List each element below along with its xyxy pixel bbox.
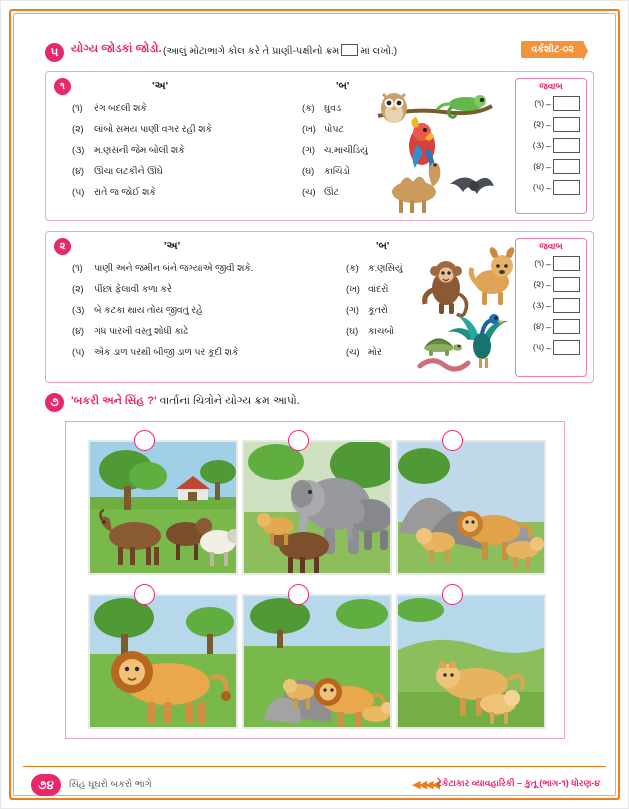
item-label: (ચ) xyxy=(302,187,316,197)
answer-row xyxy=(516,114,586,135)
list-item xyxy=(346,279,403,300)
answer-row-label: (૫) xyxy=(532,342,545,352)
answer-row-label: (૩) xyxy=(532,140,545,150)
dash: – xyxy=(546,161,551,172)
story-cell-3[interactable] xyxy=(396,440,546,575)
answer-row xyxy=(516,177,586,198)
worksheet-tag: વર્કશીટ-૦૨ xyxy=(521,41,584,58)
item-text: કૂતરો xyxy=(368,305,388,315)
item-label: (૩) xyxy=(72,305,85,315)
list-item xyxy=(346,321,403,342)
item-label: (૩) xyxy=(72,145,85,155)
story-cell-1-order-circle[interactable] xyxy=(134,430,155,451)
list-item xyxy=(72,342,253,363)
exercise-1-col-b-head: 'બ' xyxy=(336,80,350,92)
item-label: (ચ) xyxy=(346,347,360,357)
exercise-2-col-a-head: 'અ' xyxy=(164,240,181,252)
answer-input-box[interactable] xyxy=(553,277,580,292)
list-item xyxy=(72,161,212,182)
item-label: (૪) xyxy=(72,166,84,176)
answer-input-box[interactable] xyxy=(553,159,580,174)
item-text: ઘુવડ xyxy=(324,103,341,113)
item-label: (ઘ) xyxy=(346,326,359,336)
item-label: (ખ) xyxy=(346,284,360,294)
exercise-1 xyxy=(45,71,594,221)
question-5-subtitle-post: માં લખો.) xyxy=(360,46,398,57)
animals-illustration-1 xyxy=(374,88,496,213)
answer-row-label: (૨) xyxy=(533,279,545,289)
answer-panel-title: જવાબ xyxy=(539,81,563,91)
exercise-2-col-b-head: 'બ' xyxy=(376,240,390,252)
dash: – xyxy=(546,119,551,130)
answer-input-box[interactable] xyxy=(553,96,580,111)
chevron-left-icon: ◀◀◀◀ xyxy=(412,779,438,791)
answer-row-label: (૧) xyxy=(534,98,545,108)
question-7-title-bold: 'બકરી અને સિંહ ?' xyxy=(71,395,157,407)
story-cell-6[interactable] xyxy=(396,594,546,729)
item-text: વાંદરો xyxy=(368,284,389,294)
question-5-title: યોગ્ય જોડકાં જોડો. xyxy=(71,43,162,55)
scene-lions-on-rocks xyxy=(398,442,546,575)
answer-panel-title: જવાબ xyxy=(539,241,563,251)
dash: – xyxy=(546,98,551,109)
item-text: ક.ણસિયું xyxy=(368,263,403,273)
list-item xyxy=(302,140,368,161)
answer-row-label: (૪) xyxy=(533,321,545,331)
list-item xyxy=(302,182,368,203)
item-label: (ગ) xyxy=(302,145,315,155)
story-cell-1[interactable] xyxy=(88,440,238,575)
item-text: લાંબો સમય પાણી વગર રહી શકે xyxy=(94,124,212,134)
exercise-1-number: ૧ xyxy=(54,78,71,95)
answer-input-box[interactable] xyxy=(553,319,580,334)
answer-input-box[interactable] xyxy=(553,117,580,132)
list-item xyxy=(72,140,212,161)
item-text: મોર xyxy=(368,347,382,357)
animals-illustration-2 xyxy=(416,242,528,372)
list-item xyxy=(302,161,368,182)
item-text: પીંછાં ફેલાવી કળા કરે xyxy=(94,284,172,294)
item-text: ગંધ પારખી વસ્તુ શોધી કાઢે xyxy=(94,326,188,336)
item-label: (ખ) xyxy=(302,124,316,134)
inline-answer-box[interactable] xyxy=(341,44,358,56)
page-number: ૭૪ xyxy=(31,774,61,796)
list-item xyxy=(72,279,253,300)
list-item xyxy=(346,300,403,321)
list-item xyxy=(346,258,403,279)
exercise-2 xyxy=(45,231,594,383)
answer-row-label: (૪) xyxy=(533,161,545,171)
exercise-1-col-a-head: 'અ' xyxy=(152,80,169,92)
dash: – xyxy=(546,300,551,311)
item-text: રાતે જ જોઈ શકે xyxy=(94,187,156,197)
scene-lion-cubs-near-rocks xyxy=(244,596,392,729)
item-label: (ક) xyxy=(346,263,359,273)
answer-input-box[interactable] xyxy=(553,256,580,271)
answer-row xyxy=(516,253,586,274)
answer-input-box[interactable] xyxy=(553,180,580,195)
exercise-2-number: ૨ xyxy=(54,238,71,255)
answer-row-label: (૩) xyxy=(532,300,545,310)
exercise-1-answer-panel xyxy=(515,78,587,214)
page-footer xyxy=(1,756,628,808)
item-text: ઊંચા લટકીને ઊંઘે xyxy=(94,166,163,176)
item-text: પાણી અને જમીન બંને જગ્યાએ જીવી શકે. xyxy=(94,263,254,273)
item-label: (૫) xyxy=(72,347,85,357)
scene-lioness-with-cub-on-hill xyxy=(398,596,546,729)
item-text: પોપટ xyxy=(324,124,344,134)
item-label: (ઘ) xyxy=(302,166,315,176)
list-item xyxy=(302,98,368,119)
item-label: (૧) xyxy=(72,103,83,113)
answer-row xyxy=(516,337,586,358)
list-item xyxy=(302,119,368,140)
answer-row xyxy=(516,156,586,177)
list-item xyxy=(72,98,212,119)
item-label: (૨) xyxy=(72,124,84,134)
story-cell-5[interactable] xyxy=(242,594,392,729)
dash: – xyxy=(546,279,551,290)
answer-row xyxy=(516,295,586,316)
dash: – xyxy=(546,342,551,353)
question-7-title xyxy=(71,395,300,408)
footer-divider xyxy=(23,766,606,767)
item-text: કાચિંડો xyxy=(324,166,350,176)
item-text: કાચબો xyxy=(368,326,395,336)
story-cell-5-order-circle[interactable] xyxy=(288,584,309,605)
answer-input-box[interactable] xyxy=(553,340,580,355)
story-cell-4-order-circle[interactable] xyxy=(134,584,155,605)
item-label: (૧) xyxy=(72,263,83,273)
item-label: (૫) xyxy=(72,187,85,197)
answer-row-label: (૫) xyxy=(532,182,545,192)
exercise-1-col-a-list xyxy=(72,98,212,203)
answer-row xyxy=(516,274,586,295)
question-5-header xyxy=(45,41,584,67)
item-text: ચ.માચીડિયું xyxy=(324,145,368,155)
answer-row xyxy=(516,316,586,337)
list-item xyxy=(346,342,403,363)
answer-row xyxy=(516,93,586,114)
answer-input-box[interactable] xyxy=(553,138,580,153)
story-cell-3-order-circle[interactable] xyxy=(442,430,463,451)
story-cell-2-order-circle[interactable] xyxy=(288,430,309,451)
item-label: (૪) xyxy=(72,326,84,336)
question-7-number: ૭ xyxy=(45,393,64,412)
question-7-title-rest: વાર્તાનાં ચિત્રોને યોગ્ય ક્રમ આપો. xyxy=(156,395,300,407)
item-label: (ક) xyxy=(302,103,315,113)
question-5-number: ૫ xyxy=(45,43,64,62)
list-item xyxy=(72,300,253,321)
dash: – xyxy=(546,258,551,269)
list-item xyxy=(72,182,212,203)
dash: – xyxy=(546,140,551,151)
exercise-2-col-a-list xyxy=(72,258,253,363)
story-cell-2[interactable] xyxy=(242,440,392,575)
question-5-subtitle-pre: (આલું મોટાભાગે કોલ કરે તે પ્રાણી-પક્ષીનો ક્રમ xyxy=(163,46,340,57)
item-label: (ગ) xyxy=(346,305,359,315)
exercise-2-col-b-list xyxy=(346,258,403,363)
story-cell-6-order-circle[interactable] xyxy=(442,584,463,605)
answer-row-label: (૧) xyxy=(534,258,545,268)
answer-row-label: (૨) xyxy=(533,119,545,129)
item-label: (૨) xyxy=(72,284,84,294)
list-item xyxy=(72,321,253,342)
story-sequence-grid xyxy=(65,421,565,739)
item-text: મ.ણસની જેમ બોલી શકે xyxy=(94,145,185,155)
question-7-header xyxy=(45,393,584,415)
dash: – xyxy=(546,182,551,193)
footer-left-text: સિંહ ઘૂઘરો બકરો ભાગે xyxy=(69,779,152,790)
dash: – xyxy=(546,321,551,332)
item-text: ઊંટ xyxy=(324,187,340,197)
scene-lion-standing-in-field xyxy=(90,596,238,729)
item-text: બે કટકા થાય તોય જીવતું રહે xyxy=(94,305,203,315)
story-cell-4[interactable] xyxy=(88,594,238,729)
exercise-2-answer-panel xyxy=(515,238,587,377)
list-item xyxy=(72,258,253,279)
footer-right-text: ટેકેટાકાર વ્યાવહારિકી – કુતૂ (ભાગ-૧) ધોરણ-૪ xyxy=(436,778,600,788)
item-text: એક ડાળ પરથી બીજી ડાળ પર કૂદી શકે xyxy=(94,347,239,357)
question-5-subtitle xyxy=(163,44,397,57)
list-item xyxy=(72,119,212,140)
answer-row xyxy=(516,135,586,156)
scene-elephants-and-deer xyxy=(244,442,392,575)
exercise-1-col-b-list xyxy=(302,98,368,203)
scene-goat-and-sheep-under-tree xyxy=(90,442,238,575)
item-text: રંગ બદલી શકે xyxy=(94,103,147,113)
answer-input-box[interactable] xyxy=(553,298,580,313)
